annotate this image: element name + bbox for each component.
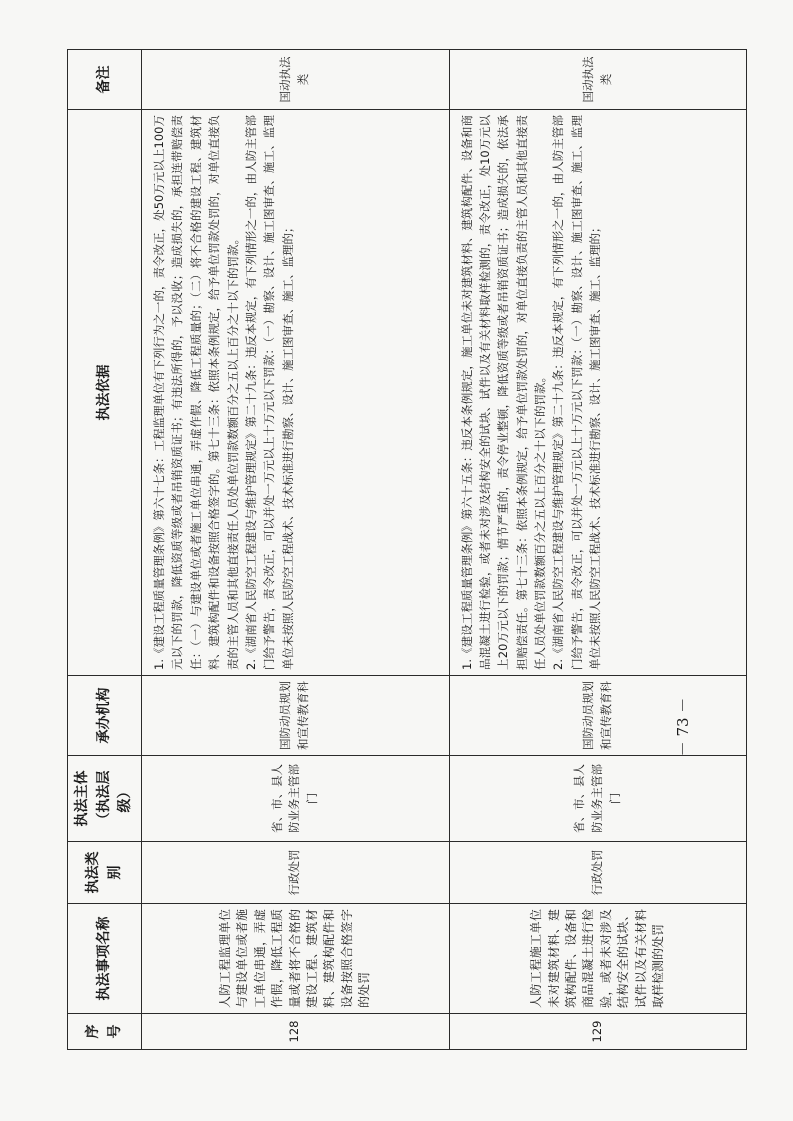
row-basis: [142, 110, 449, 676]
row-note: 国动执法类: [142, 50, 449, 110]
row-note: 国动执法类: [449, 50, 746, 110]
row-basis: [449, 110, 746, 676]
header-note: 备注: [68, 50, 142, 110]
page-number: － 73 －: [674, 697, 692, 757]
row-item-name: 人防工程施工单位未对建筑材料、建筑构配件、设备和商品混凝土进行检验，或者未对涉及结构安全的试块、试件以及有关材料取样检测的处罚: [449, 904, 746, 1014]
rotated-table-sheet: [67, 50, 747, 1050]
basis-paragraph: 2.《湖南省人民防空工程建设与维护管理规定》第二十九条：违反本规定，有下列情形之一的，由人防主管部门给予警告，责令改正，可以并处一万元以上十万元以下罚款：（一）勘察、设计、施工图审查、施工、监理单位未按照人民防空工程战术、技术标准进行勘察、设计、施工图审查、施工、监理的；: [551, 115, 603, 670]
row-type: 行政处罚: [449, 842, 746, 904]
basis-paragraph: 2.《湖南省人民防空工程建设与维护管理规定》第二十九条：违反本规定，有下列情形之一的，由人防主管部门给予警告，责令改正，可以并处一万元以上十万元以下罚款：（一）勘察、设计、施工图审查、施工、监理单位未按照人民防空工程战术、技术标准进行勘察、设计、施工图审查、施工、监理的；: [244, 115, 295, 670]
header-basis: 执法依据: [68, 110, 142, 676]
enforcement-table: [67, 49, 747, 1050]
row-org: 国防动员规划和宣传教育科: [142, 676, 449, 756]
row-number: 128: [142, 1014, 449, 1050]
header-subject: 执法主体（执法层级）: [68, 756, 142, 842]
row-type: 行政处罚: [142, 842, 449, 904]
table-row: [142, 50, 449, 1050]
header-org: 承办机构: [68, 676, 142, 756]
table-row: [449, 50, 746, 1050]
basis-paragraph: 1.《建设工程质量管理条例》第六十五条：违反本条例规定，施工单位未对建筑材料、建筑构配件、设备和商品混凝土进行检验，或者未对涉及结构安全的试块、试件以及有关材料取样检测的，责令改正，处10万元以上20万元以下的罚款；情节严重的，责令停业整顿，降低资质等级或者吊销资质证书；造成损失的，依法承担赔偿责任。第七十三条：依照本条例规定，给予单位罚款处罚的，对单位直接负责的主管人员和其他直接责任人员处单位罚款数额百分之五以上百分之十以下的罚款。: [459, 115, 548, 670]
header-type: 执法类别: [68, 842, 142, 904]
row-subject: 省、市、县人防业务主管部门: [142, 756, 449, 842]
row-subject: 省、市、县人防业务主管部门: [449, 756, 746, 842]
basis-paragraph: 1.《建设工程质量管理条例》第六十七条：工程监理单位有下列行为之一的，责令改正，处50万元以上100万元以下的罚款，降低资质等级或者吊销资质证书；有违法所得的，予以没收；造成损失的，承担连带赔偿责任：（一）与建设单位或者施工单位串通，弄虚作假、降低工程质量的；（二）将不合格的建设工程、建筑材料、建筑构配件和设备按照合格签字的。第七十三条：依照本条例规定，给予单位罚款处罚的，对单位直接负责的主管人员和其他直接责任人员处单位罚款数额百分之五以上百分之十以下的罚款。: [152, 115, 240, 670]
header-no: 序号: [68, 1014, 142, 1050]
row-org: 国防动员规划和宣传教育科: [449, 676, 746, 756]
table-header-row: [68, 50, 142, 1050]
header-item: 执法事项名称: [68, 904, 142, 1014]
row-item-name: 人防工程监理单位与建设单位或者施工单位串通，弄虚作假，降低工程质量或者将不合格的建设工程、建筑材料、建筑构配件和设备按照合格签字的处罚: [142, 904, 449, 1014]
row-number: 129: [449, 1014, 746, 1050]
